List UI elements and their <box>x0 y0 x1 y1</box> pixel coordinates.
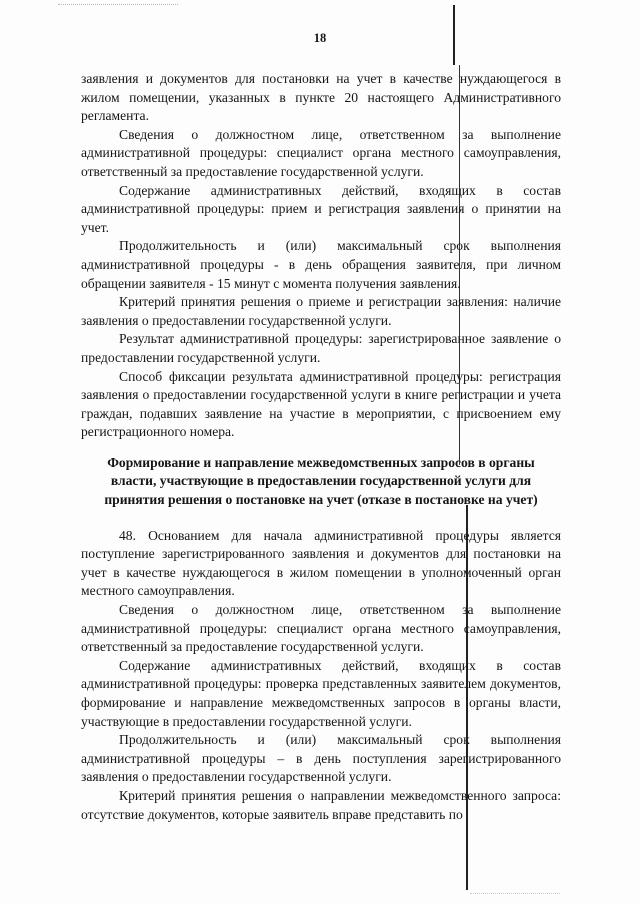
document-body <box>81 70 561 824</box>
paragraph: заявления и документов для постановки на учет в качестве нуждающегося в жилом помещении, указанных в пункте 20 настоящего Административного регламента. <box>81 71 561 124</box>
paragraph: Продолжительность и (или) максимальный срок выполнения административной процедуры - в день обращения заявителя, при личном обращении заявителя - 15 минут с момента получения заявления. <box>81 238 561 291</box>
paragraph: Содержание административных действий, входящих в состав административной процедуры: прием и регистрация заявления о принятии на учет. <box>81 182 561 235</box>
paragraph: Результат административной процедуры: зарегистрированное заявление о предоставлении государственной услуги. <box>81 331 561 365</box>
paragraph: Сведения о должностном лице, ответственном за выполнение административной процедуры: специалист органа местного самоуправления, ответственный за предоставление государственной услуги. <box>81 602 561 655</box>
page-number: 18 <box>313 31 327 45</box>
paragraph: Продолжительность и (или) максимальный срок выполнения административной процедуры – в день поступления зарегистрированного заявления о предоставлении государственной услуги. <box>81 732 561 785</box>
section-heading: Формирование и направление межведомственных запросов в органы власти, участвующие в предоставлении государственной услуги для принятия решения о постановке на учет (отказе в постановке на учет) <box>104 454 538 508</box>
paragraph: Способ фиксации результата административной процедуры: регистрация заявления о предоставлении государственной услуги в книге регистрации и учета граждан, подавших заявление на участие в мероприятии, с присвоением ему регистрационного номера. <box>81 368 561 440</box>
paragraph: Содержание административных действий, входящих в состав административной процедуры: проверка представленных заявителем документов, формирование и направление межведомственных запросов в органы власти, участвующие в предоставлении государственной услуги. <box>81 657 561 729</box>
scan-artifact-top <box>58 4 178 8</box>
paragraph: 48. Основанием для начала административной процедуры является поступление зарегистрированного заявления и документов для постановки на учет в качестве нуждающегося в жилом помещении в уполномоченный орган местного самоуправления. <box>81 527 561 599</box>
paragraph: Сведения о должностном лице, ответственном за выполнение административной процедуры: специалист органа местного самоуправления, ответственный за предоставление государственной услуги. <box>81 126 561 179</box>
paragraph: Критерий принятия решения о направлении межведомственного запроса: отсутствие документов, которые заявитель вправе представить по <box>81 787 561 822</box>
paragraph: Критерий принятия решения о приеме и регистрации заявления: наличие заявления о предоставлении государственной услуги. <box>81 294 561 328</box>
scan-artifact-bottom <box>470 893 560 896</box>
